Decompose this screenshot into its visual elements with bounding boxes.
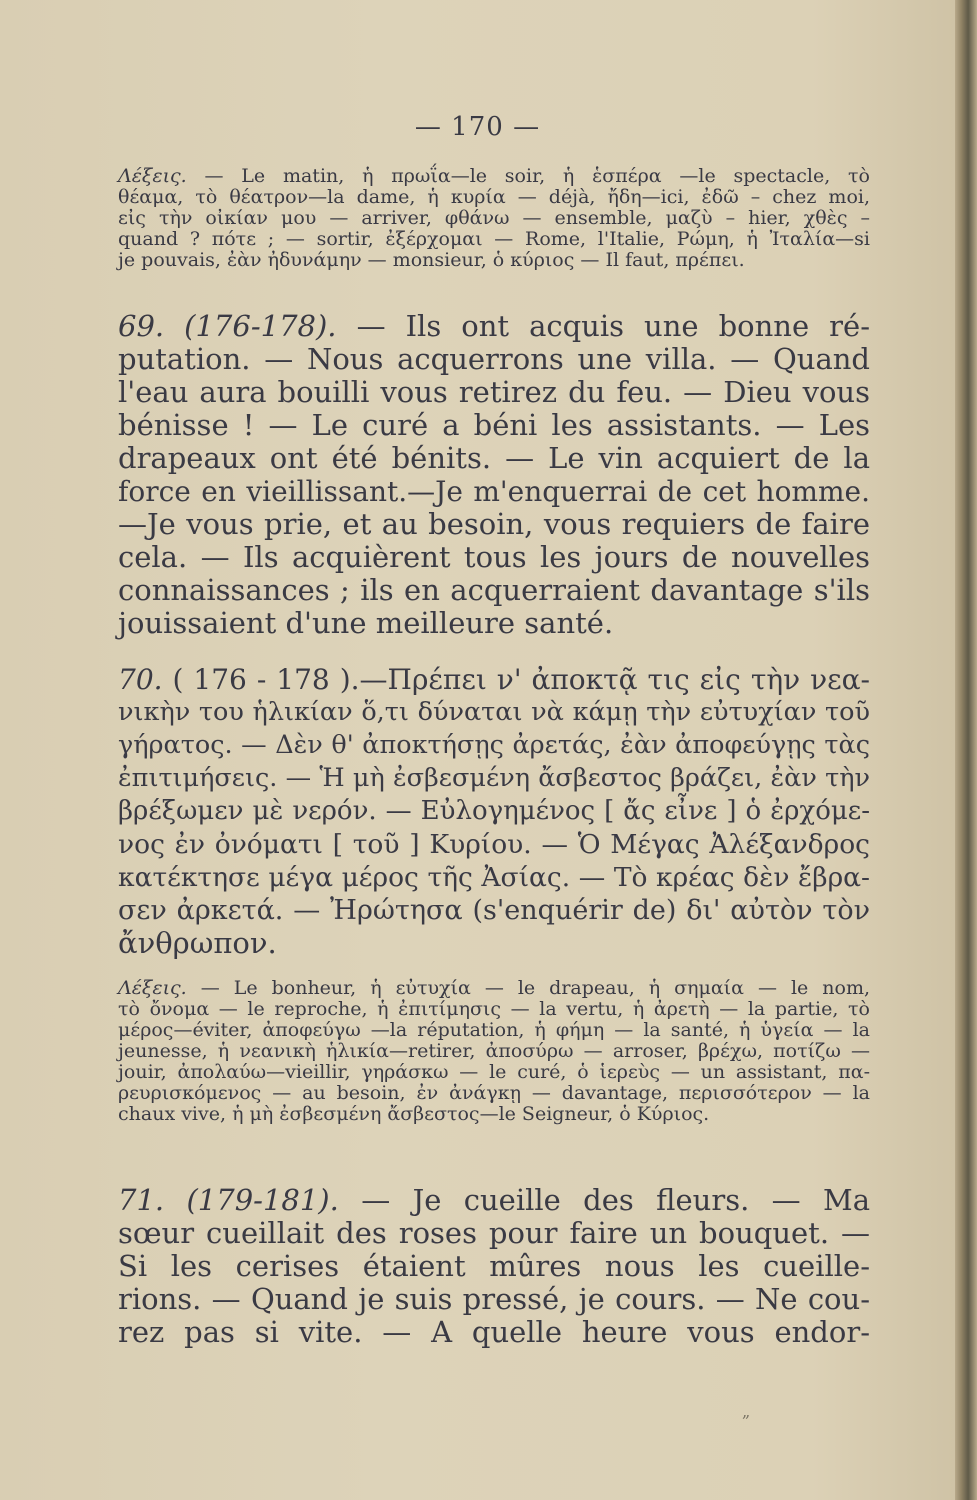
text-line: νικὴν του ἡλικίαν ὅ,τι δύναται νὰ κάμῃ τὴν εὐτυχίαν τοῦ xyxy=(118,697,870,727)
text-line: putation. — Nous acquerrons une villa. — Quand xyxy=(118,342,870,376)
text-line: ἄνθρωπον. xyxy=(118,926,277,960)
exercise-number: 69. (176-178). xyxy=(118,309,337,343)
text-line: βρέξωμεν μὲ νερόν. — Εὐλογημένος [ ἄς εἶνε ] ὁ ἐρχόμε- xyxy=(118,796,870,826)
exercise-70: 70. ( 176 - 178 ).—Πρέπει ν' ἀποκτᾷ τις εἰς τὴν νεα- νικὴν του ἡλικίαν ὅ,τι δύναται νὰ κάμῃ τὴν εὐτυχίαν τοῦ γήρατος. — Δὲν θ' ἀποκτήσῃς ἀρετάς, ἐὰν ἀποφεύγῃς τὰς ἐπιτιμήσεις. — Ἡ μὴ ἐσβεσμένη ἄσβεστος βράζει, ἐὰν τὴν βρέξωμεν μὲ νερόν. — Εὐλογημένος [ ἄς εἶνε ] ὁ ἐρχόμε- νος ἐν ὀνόματι [ τοῦ ] Κυρίου. — Ὁ Μέγας Ἀλέξανδρος κατέκτησε μέγα μέρος τῆς Ἀσίας. — Τὸ κρέας δὲν ἔβρα- σεν ἀρκετά. — Ἠρώτησα (s'enquérir de) δι' αὐτὸν τὸν ἄνθρωπον. xyxy=(118,663,870,960)
text-line: je pouvais, ἐὰν ἠδυνάμην — monsieur, ὁ κύριος — Il faut, πρέπει. xyxy=(118,249,745,271)
vocabulary-block-1: Λέξεις. — Le matin, ἡ πρωΐα—le soir, ἡ ἑσπέρα —le spectacle, τὸ θέαμα, τὸ θέατρον—la dame, ἡ κυρία — déjà, ἤδη—ici, ἐδῶ – chez moi, εἰς τὴν οἰκίαν μου — arriver, φθάνω — ensemble, μαζὺ – hier, χθὲς – quand ? πότε ; — sortir, ἐξέρχομαι — Rome, l'Italie, Ρώμη, ἡ Ἰταλία—si je pouvais, ἐὰν ἠδυνάμην — monsieur, ὁ κύριος — Il faut, πρέπει. xyxy=(118,165,870,271)
text-line: ρευρισκόμενος — au besoin, ἐν ἀνάγκῃ — davantage, περισσότερον — la xyxy=(118,1082,870,1104)
text-line: connaissances ; ils en acquerraient davantage s'ils xyxy=(118,573,870,607)
text-line: —Je vous prie, et au besoin, vous requiers de faire xyxy=(118,507,870,541)
text-line: θέαμα, τὸ θέατρον—la dame, ἡ κυρία — déjà, ἤδη—ici, ἐδῶ – chez moi, xyxy=(118,186,870,208)
exercise-number: 71. (179-181). xyxy=(118,1183,339,1217)
text-line: ἐπιτιμήσεις. — Ἡ μὴ ἐσβεσμένη ἄσβεστος βράζει, ἐὰν τὴν xyxy=(118,763,870,793)
text-line: rez pas si vite. — A quelle heure vous endor- xyxy=(118,1315,870,1349)
vocabulary-label: Λέξεις. xyxy=(118,165,187,187)
text-line: γήρατος. — Δὲν θ' ἀποκτήσῃς ἀρετάς, ἐὰν ἀποφεύγῃς τὰς xyxy=(118,730,870,760)
text-line: κατέκτησε μέγα μέρος τῆς Ἀσίας. — Τὸ κρέας δὲν ἔβρα- xyxy=(118,862,870,893)
vocabulary-block-2: Λέξεις. — Le bonheur, ἡ εὐτυχία — le drapeau, ἡ σημαία — le nom, τὸ ὄνομα — le reproche, ἡ ἐπιτίμησις — la vertu, ἡ ἀρετὴ — la partie, τὸ μέρος—éviter, ἀποφεύγω —la réputation, ἡ φήμη — la santé, ἡ ὑγεία — la jeunesse, ἡ νεανικὴ ἡλικία—retirer, ἀποσύρω — arroser, βρέχω, ποτίζω — jouir, ἀπολαύω—vieillir, γηράσκω — le curé, ὁ ἱερεὺς — un assistant, πα- ρευρισκόμενος — au besoin, ἐν ἀνάγκῃ — davantage, περισσότερον — la chaux vive, ἡ μὴ ἐσβεσμένη ἄσβεστος—le Seigneur, ὁ Κύριος. xyxy=(118,977,870,1125)
stray-mark: „ xyxy=(742,1402,751,1421)
page-number: — 170 — xyxy=(414,112,541,142)
text-line: νος ἐν ὀνόματι [ τοῦ ] Κυρίου. — Ὁ Μέγας Ἀλέξανδρος xyxy=(118,829,870,860)
text-line: chaux vive, ἡ μὴ ἐσβεσμένη ἄσβεστος—le Seigneur, ὁ Κύριος. xyxy=(118,1103,710,1125)
exercise-number: 70. xyxy=(118,663,163,696)
page-edge xyxy=(955,0,977,1500)
text-line: εἰς τὴν οἰκίαν μου — arriver, φθάνω — ensemble, μαζὺ – hier, χθὲς – xyxy=(118,207,870,229)
text-line: τὸ ὄνομα — le reproche, ἡ ἐπιτίμησις — la vertu, ἡ ἀρετὴ — la partie, τὸ xyxy=(118,998,870,1020)
exercise-reference: ( 176 - 178 ). xyxy=(172,663,360,696)
exercise-71: 71. (179-181). — Je cueille des fleurs. — Ma sœur cueillait des roses pour faire un bouquet. — Si les cerises étaient mûres nous les cueille- rions. — Quand je suis pressé, je cours. — Ne cou- rez pas si vite. — A quelle heure vous endor- xyxy=(118,1183,871,1349)
text-line: force en vieillissant.—Je m'enquerrai de cet homme. xyxy=(118,475,870,508)
text-line: bénisse ! — Le curé a béni les assistants. — Les xyxy=(118,408,870,442)
text-line: rions. — Quand je suis pressé, je cours. — Ne cou- xyxy=(118,1282,870,1316)
text-line: jeunesse, ἡ νεανικὴ ἡλικία—retirer, ἀποσύρω — arroser, βρέχω, ποτίζω — xyxy=(118,1040,870,1062)
text-line: Si les cerises étaient mûres nous les cueille- xyxy=(118,1249,870,1283)
text-line: σεν ἀρκετά. — Ἠρώτησα (s'enquérir de) δι' αὐτὸν τὸν xyxy=(118,895,870,926)
text-line: jouir, ἀπολαύω—vieillir, γηράσκω — le curé, ὁ ἱερεὺς — un assistant, πα- xyxy=(118,1061,870,1083)
text-line: quand ? πότε ; — sortir, ἐξέρχομαι — Rome, l'Italie, Ρώμη, ἡ Ἰταλία—si xyxy=(118,228,870,250)
vocabulary-label: Λέξεις. xyxy=(118,977,187,999)
text-line: drapeaux ont été bénits. — Le vin acquiert de la xyxy=(118,441,870,475)
text-line: μέρος—éviter, ἀποφεύγω —la réputation, ἡ φήμη — la santé, ἡ ὑγεία — la xyxy=(118,1019,870,1041)
text-line: cela. — Ils acquièrent tous les jours de nouvelles xyxy=(118,540,870,574)
exercise-69: 69. (176-178). — Ils ont acquis une bonne ré- putation. — Nous acquerrons une villa. — Quand l'eau aura bouilli vous retirez du feu. — Dieu vous bénisse ! — Le curé a béni les assistants. — Les drapeaux ont été bénits. — Le vin acquiert de la force en vieillissant.—Je m'enquerrai de cet homme. —Je vous prie, et au besoin, vous requiers de faire cela. — Ils acquièrent tous les jours de nouvelles connaissances ; ils en acquerraient davantage s'ils jouissaient d'une meilleure santé. xyxy=(118,309,871,640)
text-line: l'eau aura bouilli vous retirez du feu. — Dieu vous xyxy=(118,375,870,409)
text-line: jouissaient d'une meilleure santé. xyxy=(118,606,614,640)
text-line: sœur cueillait des roses pour faire un bouquet. — xyxy=(118,1216,870,1250)
